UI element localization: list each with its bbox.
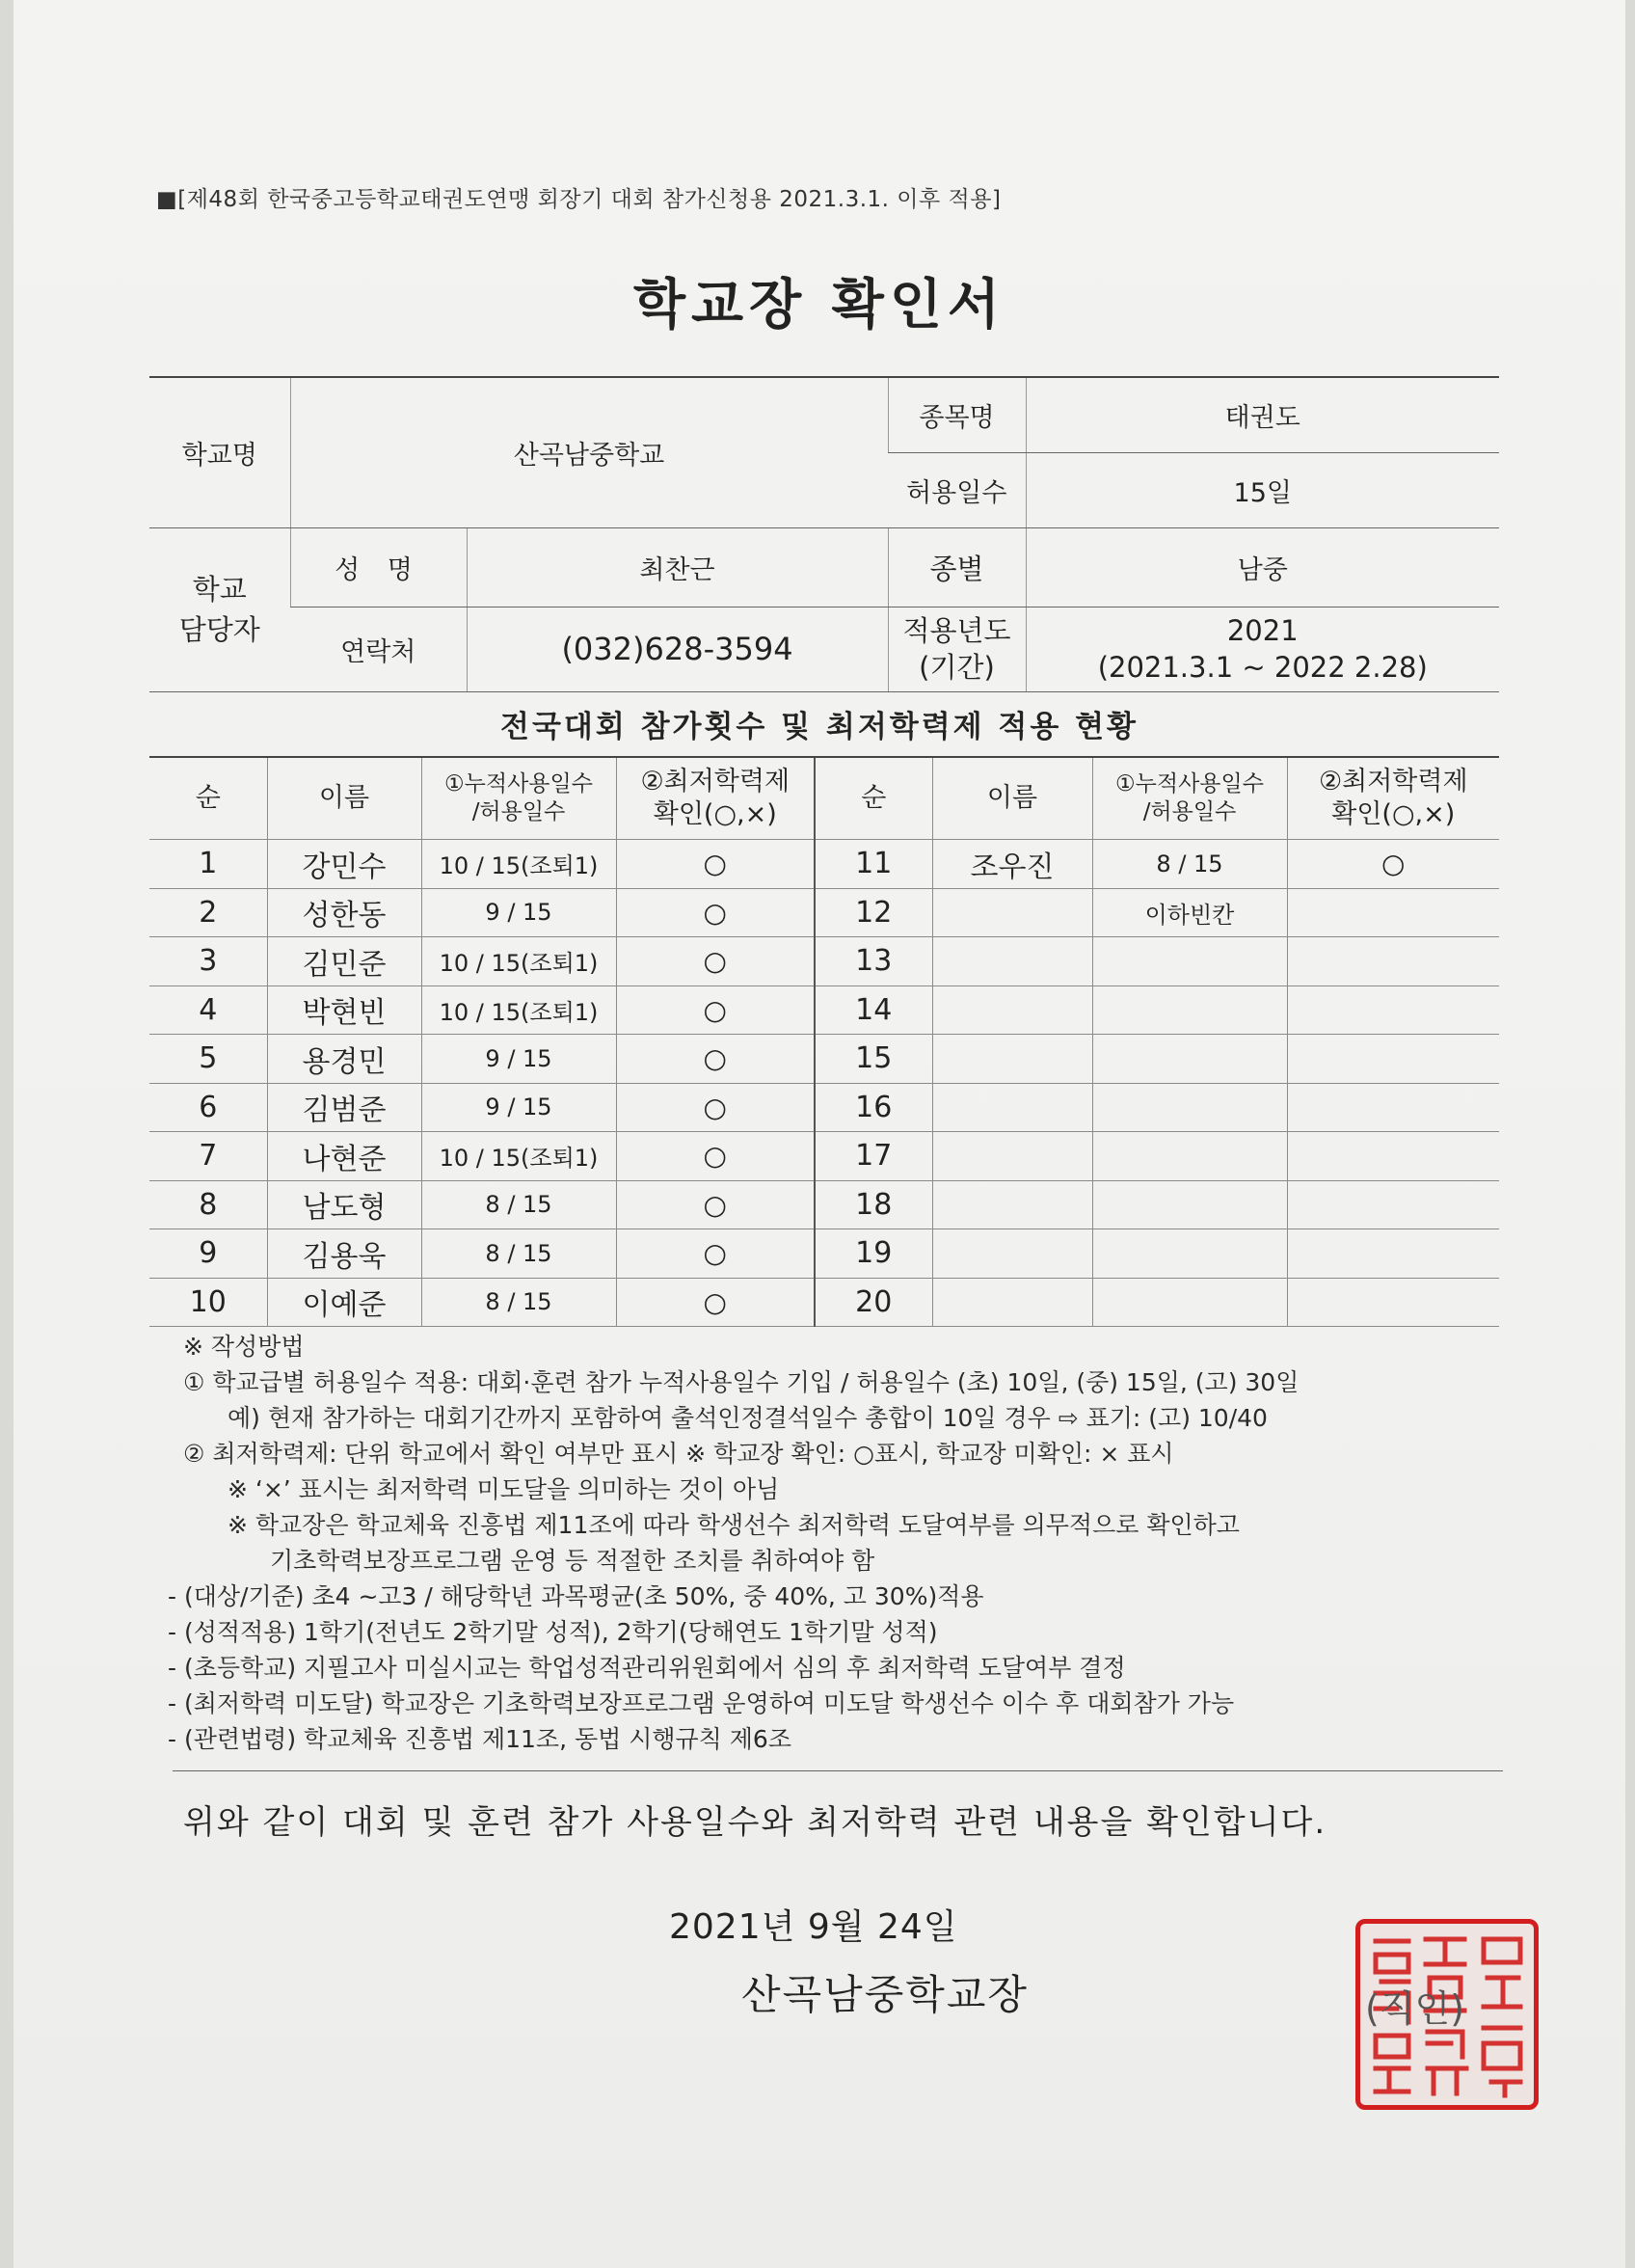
cell-no: 5 [149, 1035, 267, 1084]
cell-name [932, 1229, 1092, 1279]
cell-no: 1 [149, 840, 267, 889]
cell-days [1092, 1278, 1287, 1327]
sport-value: 태권도 [1026, 377, 1499, 452]
cell-check [1287, 937, 1499, 986]
cell-no: 12 [815, 888, 932, 937]
header-name-right: 이름 [932, 757, 1092, 840]
cell-name: 용경민 [267, 1035, 421, 1084]
cell-days [1092, 937, 1287, 986]
cell-name: 강민수 [267, 840, 421, 889]
cell-no: 9 [149, 1229, 267, 1279]
header-check-right-line2: 확인(○,×) [1331, 799, 1456, 829]
cell-name [932, 986, 1092, 1035]
manager-label-line1: 학교 [192, 573, 247, 606]
allowed-days-value: 15일 [1026, 452, 1499, 527]
cell-no: 16 [815, 1083, 932, 1132]
notes-heading: ※ 작성방법 [183, 1333, 305, 1361]
header-no-right: 순 [815, 757, 932, 840]
roster-row [149, 937, 1499, 986]
cell-check: ○ [616, 1083, 815, 1132]
cell-no: 20 [815, 1278, 932, 1327]
note-detail-2: - (성적적용) 1학기(전년도 2학기말 성적), 2학기(당해연도 1학기말 성적) [168, 1618, 938, 1646]
cell-no: 19 [815, 1229, 932, 1279]
cell-name: 김민준 [267, 937, 421, 986]
cell-name: 조우진 [932, 840, 1092, 889]
header-name: 이름 [267, 757, 421, 840]
cell-days: 8 / 15 [421, 1180, 616, 1229]
cell-check: ○ [616, 888, 815, 937]
cell-days: 10 / 15(조퇴1) [421, 986, 616, 1035]
manager-name-label: 성 명 [290, 527, 467, 607]
cell-days [1092, 1132, 1287, 1181]
header-check-line1: ②최저학력제 [640, 767, 791, 797]
header-check [616, 757, 815, 840]
note-detail-3: - (초등학교) 지필고사 미실시교는 학업성적관리위원회에서 심의 후 최저학력 도달여부 결정 [168, 1654, 1126, 1682]
year-value-year: 2021 [1226, 614, 1299, 647]
cell-check [1287, 1132, 1499, 1181]
writing-instructions [168, 1329, 1514, 1757]
cell-check [1287, 986, 1499, 1035]
cell-check [1287, 1035, 1499, 1084]
year-label-line2: (기간) [919, 651, 995, 684]
section-title: 전국대회 참가횟수 및 최저학력제 적용 현황 [500, 710, 1139, 744]
note-1: ① 학교급별 허용일수 적용: 대회·훈련 참가 누적사용일수 기입 / 허용일수 (초) 10일, (중) 15일, (고) 30일 [183, 1368, 1300, 1396]
cell-name: 남도형 [267, 1180, 421, 1229]
school-name-label: 학교명 [149, 377, 290, 527]
note-2-a: ※ ‘×’ 표시는 최저학력 미도달을 의미하는 것이 아님 [228, 1475, 780, 1503]
cell-check [1287, 1229, 1499, 1279]
cell-days [1092, 1180, 1287, 1229]
roster-row [149, 840, 1499, 889]
header-days-right-line1: ①누적사용일수 [1115, 771, 1264, 797]
cell-no: 4 [149, 986, 267, 1035]
principal-signature: 산곡남중학교장 [741, 1971, 1030, 2018]
cell-no: 2 [149, 888, 267, 937]
note-2: ② 최저학력제: 단위 학교에서 확인 여부만 표시 ※ 학교장 확인: ○표시, 학교장 미확인: × 표시 [183, 1440, 1174, 1468]
roster-row [149, 1278, 1499, 1327]
cell-no: 14 [815, 986, 932, 1035]
roster-row [149, 1035, 1499, 1084]
header-days [421, 757, 616, 840]
cell-check: ○ [616, 1278, 815, 1327]
cell-days: 10 / 15(조퇴1) [421, 937, 616, 986]
header-days-line2: /허용일수 [471, 799, 566, 824]
manager-label [149, 527, 290, 691]
cell-name [932, 937, 1092, 986]
header-check-right-line1: ②최저학력제 [1318, 767, 1468, 797]
document-page [13, 0, 1625, 2268]
roster-row [149, 888, 1499, 937]
cell-no: 3 [149, 937, 267, 986]
cell-days: 10 / 15(조퇴1) [421, 840, 616, 889]
manager-name-value: 최찬근 [467, 527, 888, 607]
cell-days: 이하빈칸 [1092, 888, 1287, 937]
header-days-line1: ①누적사용일수 [444, 771, 593, 797]
cell-days: 10 / 15(조퇴1) [421, 1132, 616, 1181]
header-note: ■[제48회 한국중고등학교태권도연맹 회장기 대회 참가신청용 2021.3.1. 이후 적용] [156, 187, 1002, 212]
year-label [888, 607, 1026, 691]
cell-days: 8 / 15 [1092, 840, 1287, 889]
note-detail-1: - (대상/기준) 초4 ~고3 / 해당학년 과목평균(초 50%, 중 40%, 고 30%)적용 [168, 1582, 984, 1610]
cell-name: 박현빈 [267, 986, 421, 1035]
roster-row [149, 1229, 1499, 1279]
contact-label: 연락처 [290, 607, 467, 691]
header-no: 순 [149, 757, 267, 840]
cell-days: 9 / 15 [421, 888, 616, 937]
header-check-right [1287, 757, 1499, 840]
cell-check [1287, 888, 1499, 937]
manager-label-line2: 담당자 [178, 613, 260, 646]
cell-days: 9 / 15 [421, 1083, 616, 1132]
cell-name [932, 1132, 1092, 1181]
cell-name: 성한동 [267, 888, 421, 937]
cell-check [1287, 1083, 1499, 1132]
cell-check [1287, 1278, 1499, 1327]
cell-name [932, 1278, 1092, 1327]
contact-value: (032)628-3594 [467, 607, 888, 691]
cell-name: 김용욱 [267, 1229, 421, 1279]
document-title: 학교장 확인서 [632, 274, 1006, 337]
header-days-right [1092, 757, 1287, 840]
cell-days: 8 / 15 [421, 1229, 616, 1279]
cell-days [1092, 986, 1287, 1035]
note-2-b: ※ 학교장은 학교체육 진흥법 제11조에 따라 학생선수 최저학력 도달여부를 의무적으로 확인하고 [228, 1511, 1240, 1539]
school-info-table [149, 376, 1499, 692]
cell-no: 8 [149, 1180, 267, 1229]
note-detail-5: - (관련법령) 학교체육 진흥법 제11조, 동법 시행규칙 제6조 [168, 1725, 791, 1753]
cell-name [932, 1083, 1092, 1132]
roster-row [149, 986, 1499, 1035]
cell-check [1287, 1180, 1499, 1229]
cell-no: 10 [149, 1278, 267, 1327]
header-days-right-line2: /허용일수 [1142, 799, 1237, 824]
year-value [1026, 607, 1499, 691]
roster-row [149, 1132, 1499, 1181]
year-label-line1: 적용년도 [902, 614, 1011, 647]
gender-value: 남중 [1026, 527, 1499, 607]
year-value-period: (2021.3.1 ~ 2022 2.28) [1097, 651, 1428, 684]
cell-name [932, 888, 1092, 937]
issue-date: 2021년 9월 24일 [669, 1907, 958, 1947]
roster-row [149, 1083, 1499, 1132]
cell-name [932, 1180, 1092, 1229]
cell-name: 나현준 [267, 1132, 421, 1181]
cell-no: 18 [815, 1180, 932, 1229]
divider-line [173, 1770, 1503, 1771]
note-2-b-continued: 기초학력보장프로그램 운영 등 적절한 조치를 취하여야 함 [270, 1547, 875, 1575]
seal-label: (직인) [1365, 1987, 1465, 2030]
cell-no: 17 [815, 1132, 932, 1181]
cell-check: ○ [1287, 840, 1499, 889]
cell-days: 8 / 15 [421, 1278, 616, 1327]
cell-check: ○ [616, 840, 815, 889]
cell-days [1092, 1035, 1287, 1084]
cell-no: 6 [149, 1083, 267, 1132]
note-1-example: 예) 현재 참가하는 대회기간까지 포함하여 출석인정결석일수 총합이 10일 경우 ⇨ 표기: (고) 10/40 [228, 1404, 1268, 1432]
gender-label: 종별 [888, 527, 1026, 607]
roster-table [149, 756, 1499, 1327]
cell-no: 15 [815, 1035, 932, 1084]
cell-check: ○ [616, 1229, 815, 1279]
cell-no: 11 [815, 840, 932, 889]
cell-days [1092, 1229, 1287, 1279]
cell-name: 김범준 [267, 1083, 421, 1132]
cell-check: ○ [616, 986, 815, 1035]
cell-days [1092, 1083, 1287, 1132]
cell-no: 13 [815, 937, 932, 986]
allowed-days-label: 허용일수 [888, 452, 1026, 527]
cell-check: ○ [616, 1180, 815, 1229]
cell-no: 7 [149, 1132, 267, 1181]
header-check-line2: 확인(○,×) [653, 799, 777, 829]
cell-name: 이예준 [267, 1278, 421, 1327]
confirmation-statement: 위와 같이 대회 및 훈련 참가 사용일수와 최저학력 관련 내용을 확인합니다. [183, 1803, 1327, 1842]
cell-days: 9 / 15 [421, 1035, 616, 1084]
cell-check: ○ [616, 937, 815, 986]
cell-check: ○ [616, 1132, 815, 1181]
cell-name [932, 1035, 1092, 1084]
school-name-value: 산곡남중학교 [290, 377, 888, 527]
sport-label: 종목명 [888, 377, 1026, 452]
roster-row [149, 1180, 1499, 1229]
note-detail-4: - (최저학력 미도달) 학교장은 기초학력보장프로그램 운영하여 미도달 학생선수 이수 후 대회참가 가능 [168, 1689, 1235, 1717]
cell-check: ○ [616, 1035, 815, 1084]
